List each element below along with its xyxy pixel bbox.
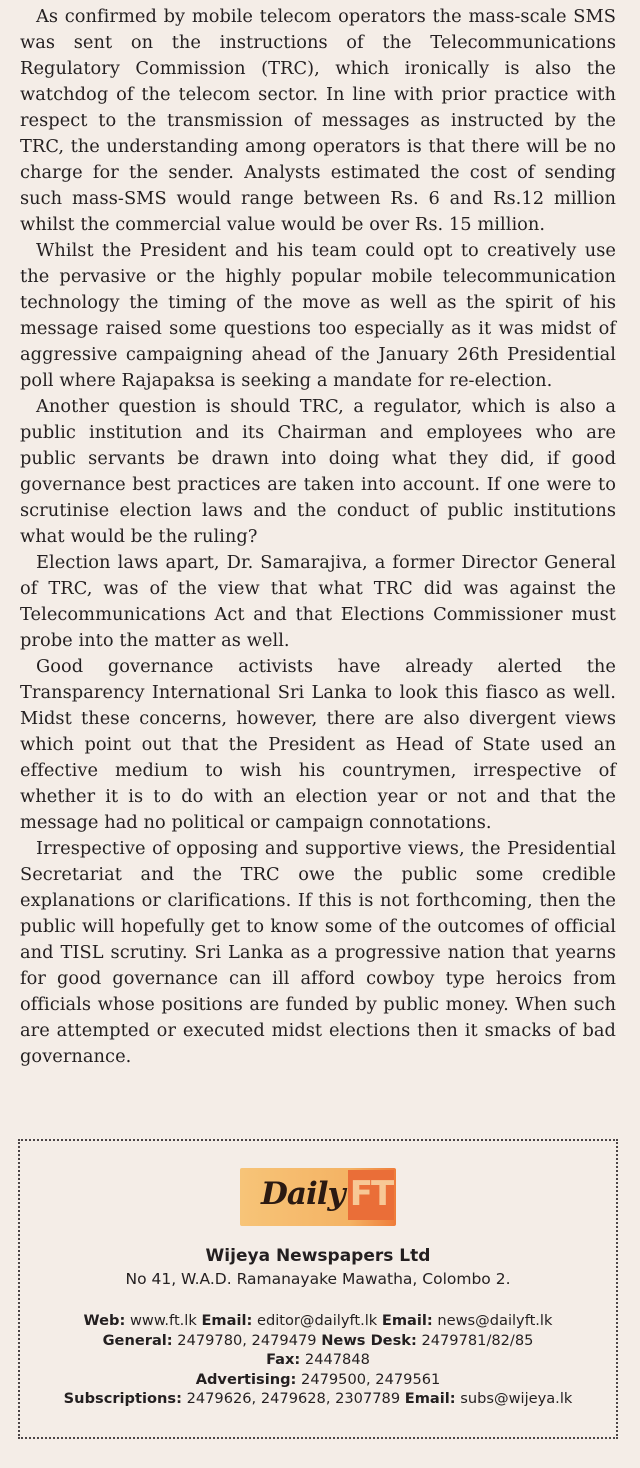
contact-line-subscriptions bbox=[20, 1389, 616, 1409]
company-name: Wijeya Newspapers Ltd bbox=[205, 1246, 431, 1266]
newsdesk-phone: 2479781/82/85 bbox=[421, 1331, 534, 1349]
editor-email-link[interactable]: editor@dailyft.lk bbox=[256, 1312, 378, 1329]
subs-email-link[interactable]: subs@wijeya.lk bbox=[460, 1390, 573, 1407]
email-label: Email: bbox=[381, 1312, 433, 1329]
email-label: Email: bbox=[404, 1390, 456, 1407]
daily-ft-logo bbox=[240, 1168, 396, 1226]
logo-daily-text: Daily bbox=[261, 1176, 345, 1212]
masthead-box bbox=[18, 1139, 618, 1439]
article-paragraph: Irrespective of opposing and supportive views, the Presidential Secretariat and the TRC owe the public some credible explanations or clarifications. If this is not forthcoming, then the public will hopefully get to know some of the outcomes of official and TISL scrutiny. Sri Lanka as a progressive nation that yearns for good governance can ill afford cowboy type heroics from officials whose positions are funded by public money. When such are attempted or executed midst elections then it smacks of bad governance. bbox=[20, 838, 616, 1067]
general-phone: 2479780, 2479479 bbox=[177, 1331, 317, 1349]
web-link[interactable]: www.ft.lk bbox=[129, 1312, 197, 1329]
fax-number: 2447848 bbox=[304, 1351, 370, 1368]
article-paragraph: Election laws apart, Dr. Samarajiva, a former Director General of TRC, was of the view that what TRC did was against the Telecommunications Act and that Elections Commissioner must probe into the matter as well. bbox=[20, 552, 616, 651]
advertising-label: Advertising: bbox=[195, 1370, 297, 1388]
contact-line-web bbox=[20, 1311, 616, 1331]
logo-ft-text: FT bbox=[349, 1174, 393, 1214]
company-address: No 41, W.A.D. Ramanayake Mawatha, Colombo 2. bbox=[125, 1270, 511, 1288]
subscriptions-label: Subscriptions: bbox=[63, 1390, 182, 1407]
contact-line-fax bbox=[20, 1350, 616, 1370]
contact-line-advertising bbox=[20, 1370, 616, 1390]
fax-label: Fax: bbox=[266, 1351, 301, 1368]
article-paragraph: Good governance activists have already alerted the Transparency International Sri Lanka to look this fiasco as well. Midst these concerns, however, there are also divergent views which point out that the President as Head of State used an effective medium to wish his countrymen, irrespective of whether it is to do with an election year or not and that the message had no political or campaign connotations. bbox=[20, 656, 616, 833]
article-paragraph: Another question is should TRC, a regulator, which is also a public institution and its Chairman and employees who are public servants be drawn into doing what they did, if good governance best practices are taken into account. If one were to scrutinise election laws and the conduct of public institutions what would be the ruling? bbox=[20, 396, 616, 547]
subscriptions-phone: 2479626, 2479628, 2307789 bbox=[186, 1390, 401, 1407]
email-label: Email: bbox=[201, 1312, 253, 1329]
article-body bbox=[20, 4, 616, 1070]
newsdesk-label: News Desk: bbox=[321, 1331, 417, 1349]
article-paragraph: Whilst the President and his team could opt to creatively use the pervasive or the highly popular mobile telecommunication technology the timing of the move as well as the spirit of his message raised some questions too especially as it was midst of aggressive campaigning ahead of the January 26th Presidential poll where Rajapaksa is seeking a mandate for re-election. bbox=[20, 240, 616, 391]
advertising-phone: 2479500, 2479561 bbox=[301, 1370, 441, 1388]
contact-line-phones bbox=[20, 1331, 616, 1351]
contact-details bbox=[20, 1311, 616, 1409]
article-paragraph: As confirmed by mobile telecom operators the mass-scale SMS was sent on the instructions of the Telecommunications Regulatory Commission (TRC), which ironically is also the watchdog of the telecom sector. In line with prior practice with respect to the transmission of messages as instructed by the TRC, the understanding among operators is that there will be no charge for the sender. Analysts estimated the cost of sending such mass-SMS would range between Rs. 6 and Rs.12 million whilst the commercial value would be over Rs. 15 million. bbox=[20, 6, 616, 235]
web-label: Web: bbox=[83, 1312, 126, 1329]
logo-ft-block bbox=[348, 1170, 394, 1220]
news-email-link[interactable]: news@dailyft.lk bbox=[437, 1312, 553, 1329]
general-label: General: bbox=[102, 1331, 173, 1349]
